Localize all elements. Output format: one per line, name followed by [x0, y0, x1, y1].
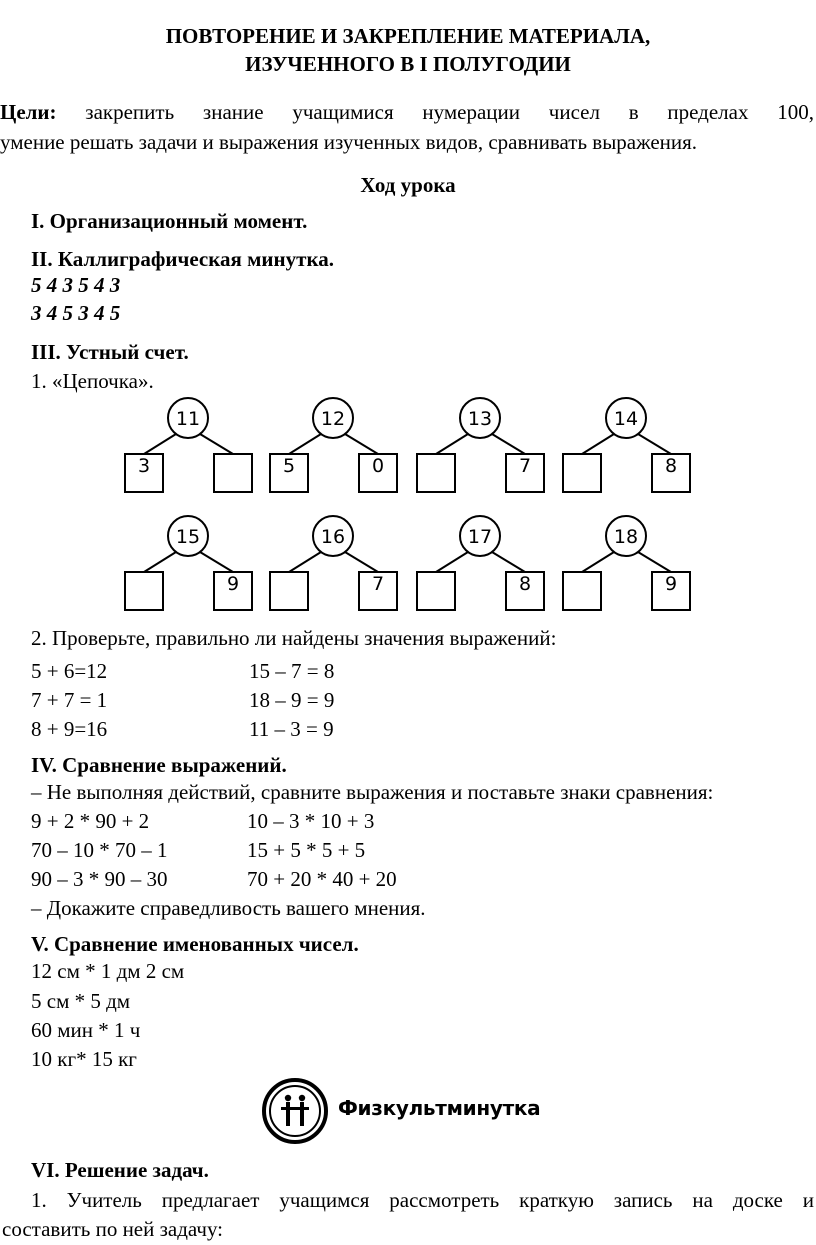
tree-left-number: 3	[137, 455, 151, 477]
tree-right-number: 8	[664, 455, 678, 477]
comparison-right-3: 70 + 20 * 40 + 20	[247, 867, 397, 891]
section1-title: I. Организационный момент.	[31, 209, 308, 233]
tree-branch-right	[345, 552, 378, 572]
comparison-left-1: 9 + 2 * 90 + 2	[31, 809, 150, 833]
goals-paragraph-line2: умение решать задачи и выражения изученных видов, сравнивать выражения.	[0, 130, 698, 154]
tree-branch-left	[436, 434, 468, 454]
tree-branch-right	[492, 552, 525, 572]
tree-branch-left	[289, 552, 321, 572]
expression-left-2: 7 + 7 = 1	[31, 688, 108, 712]
comparison-right-1: 10 – 3 * 10 + 3	[247, 809, 375, 833]
lesson-heading: Ход урока	[360, 173, 456, 197]
tree-top-number: 13	[467, 408, 493, 430]
section4-instruction: – Не выполняя действий, сравните выражения и поставьте знаки сравнения:	[31, 780, 714, 804]
document-title-line2: ИЗУЧЕННОГО В I ПОЛУГОДИИ	[245, 52, 571, 76]
expression-left-1: 5 + 6=12	[31, 659, 108, 683]
section6-line1: 1. Учитель предлагает учащимся рассмотреть краткую запись на доске и	[31, 1188, 814, 1212]
tree-top-number: 17	[467, 526, 493, 548]
goals-label: Цели:	[0, 100, 57, 124]
comparison-right-2: 15 + 5 * 5 + 5	[247, 838, 366, 862]
tree-top-number: 11	[175, 408, 201, 430]
tree-right-number: 9	[226, 573, 240, 595]
expression-right-2: 18 – 9 = 9	[249, 688, 335, 712]
tree-branch-right	[200, 552, 233, 572]
tree-branch-left	[144, 552, 176, 572]
named-number-2: 5 см * 5 дм	[31, 989, 131, 1013]
tree-right-number: 0	[371, 455, 385, 477]
comparison-left-2: 70 – 10 * 70 – 1	[31, 838, 168, 862]
tree-branch-right	[200, 434, 233, 454]
tree-branch-right	[638, 434, 671, 454]
tree-top-number: 15	[175, 526, 201, 548]
expression-right-3: 11 – 3 = 9	[249, 717, 334, 741]
section6-line2: составить по ней задачу:	[2, 1217, 224, 1241]
section3-title: III. Устный счет.	[31, 340, 189, 364]
expression-right-1: 15 – 7 = 8	[249, 659, 335, 683]
tree-right-box	[214, 454, 252, 492]
tree-top-number: 18	[613, 526, 639, 548]
goals-text: закрепить знание учащимися нумерации чисел в пределах 100,	[85, 100, 815, 124]
tree-left-box	[417, 572, 455, 610]
expression-left-3: 8 + 9=16	[31, 717, 108, 741]
goals-paragraph-line1	[0, 98, 814, 126]
document-title-line1: ПОВТОРЕНИЕ И ЗАКРЕПЛЕНИЕ МАТЕРИАЛА,	[165, 24, 651, 48]
tree-branch-left	[289, 434, 321, 454]
chain-trees-diagram	[0, 395, 816, 625]
tree-branch-left	[582, 434, 614, 454]
tree-left-box	[270, 572, 308, 610]
tree-right-number: 8	[518, 573, 532, 595]
tree-left-number: 5	[282, 455, 296, 477]
tree-branch-right	[638, 552, 671, 572]
tree-branch-right	[345, 434, 378, 454]
task2-label: 2. Проверьте, правильно ли найдены значения выражений:	[31, 626, 557, 650]
tree-top-number: 16	[320, 526, 346, 548]
section6-title: VI. Решение задач.	[31, 1158, 209, 1182]
tree-branch-left	[436, 552, 468, 572]
tree-left-box	[563, 572, 601, 610]
tree-left-box	[563, 454, 601, 492]
tree-top-number: 14	[613, 408, 639, 430]
section4-prove: – Докажите справедливость вашего мнения.	[31, 896, 426, 920]
section5-title: V. Сравнение именованных чисел.	[31, 932, 359, 956]
comparison-left-3: 90 – 3 * 90 – 30	[31, 867, 168, 891]
named-number-4: 10 кг* 15 кг	[31, 1047, 137, 1071]
tree-right-number: 7	[371, 573, 385, 595]
tree-branch-right	[492, 434, 525, 454]
fizminutka-label: Физкультминутка	[338, 1096, 541, 1120]
section4-title: IV. Сравнение выражений.	[31, 753, 287, 777]
tree-right-number: 7	[518, 455, 532, 477]
calligraphy-row1: 5 4 3 5 4 3	[31, 273, 121, 297]
tree-branch-left	[582, 552, 614, 572]
tree-left-box	[417, 454, 455, 492]
tree-left-box	[125, 572, 163, 610]
tree-top-number: 12	[320, 408, 346, 430]
calligraphy-row2: 3 4 5 3 4 5	[31, 301, 121, 325]
tree-right-number: 9	[664, 573, 678, 595]
task1-label: 1. «Цепочка».	[31, 369, 154, 393]
people-icon	[260, 1076, 330, 1146]
tree-branch-left	[144, 434, 176, 454]
named-number-3: 60 мин * 1 ч	[31, 1018, 141, 1042]
named-number-1: 12 см * 1 дм 2 см	[31, 959, 185, 983]
section2-title: II. Каллиграфическая минутка.	[31, 247, 334, 271]
